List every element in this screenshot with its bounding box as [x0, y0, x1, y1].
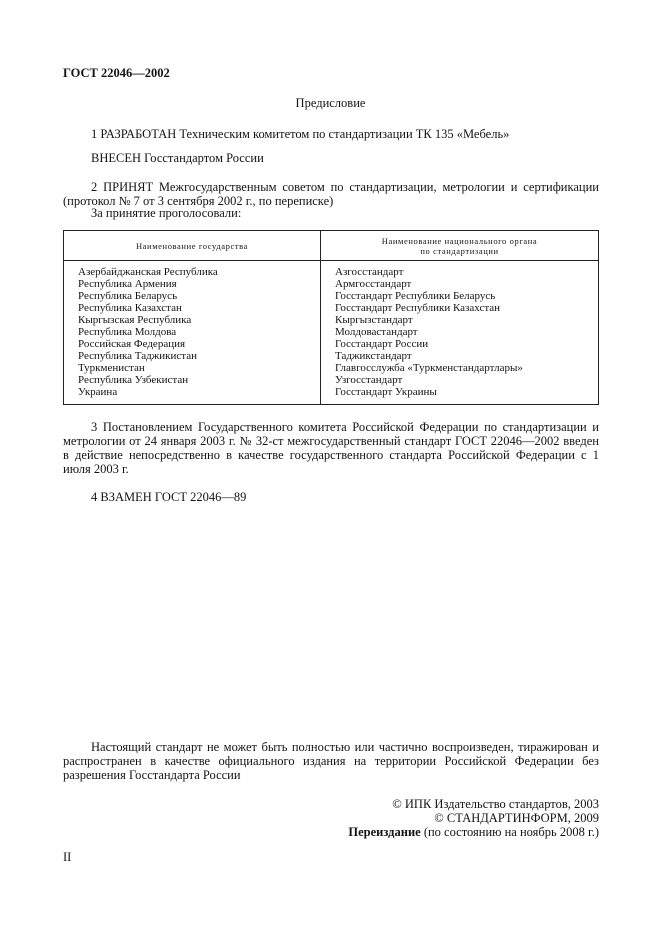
state-name: Кыргызская Республика	[78, 314, 192, 326]
national-body-name: Узгосстандарт	[335, 374, 403, 386]
national-body-name: Главгосслужба «Туркменстандартлары»	[335, 362, 523, 374]
state-name: Республика Казахстан	[78, 302, 182, 314]
state-name: Республика Армения	[78, 278, 177, 290]
state-name: Украина	[78, 386, 118, 398]
preface-title: Предисловие	[295, 96, 366, 110]
national-body-name: Госстандарт Украины	[335, 386, 437, 398]
state-name: Республика Беларусь	[78, 290, 178, 302]
page-number: II	[63, 850, 72, 864]
state-names-cell	[64, 261, 321, 405]
column-header-national-body	[321, 231, 599, 261]
state-name: Азербайджанская Республика	[78, 266, 218, 278]
national-body-name: Азгосстандарт	[335, 266, 404, 278]
column-header-state: Наименование государства	[64, 231, 321, 261]
state-name: Республика Таджикистан	[78, 350, 197, 362]
paragraph-adopted: 2 ПРИНЯТ Межгосударственным советом по стандартизации, метрологии и сертификации (протокол № 7 от 3 сентября 2002 г., по переписке)	[63, 180, 599, 208]
voting-states-table	[63, 230, 599, 405]
paragraph-introduced: ВНЕСЕН Госстандартом России	[91, 151, 264, 165]
state-name: Республика Молдова	[78, 326, 177, 338]
national-body-name: Госстандарт Республики Казахстан	[335, 302, 501, 314]
state-name: Туркменистан	[78, 362, 145, 374]
reissue-line	[348, 825, 599, 839]
copyright-line-1: © ИПК Издательство стандартов, 2003	[392, 797, 599, 811]
paragraph-replaces: 4 ВЗАМЕН ГОСТ 22046—89	[91, 490, 247, 504]
national-body-name: Госстандарт России	[335, 338, 429, 350]
paragraph-developed: 1 РАЗРАБОТАН Техническим комитетом по стандартизации ТК 135 «Мебель»	[91, 127, 510, 141]
state-name: Республика Узбекистан	[78, 374, 189, 386]
copyright-block	[348, 797, 599, 839]
national-bodies-cell	[321, 261, 599, 405]
reissue-label: Переиздание	[348, 825, 421, 839]
column-header-national-body-line2: по стандартизации	[420, 245, 499, 256]
document-code-header: ГОСТ 22046—2002	[63, 66, 170, 80]
national-body-name: Таджикстандарт	[335, 350, 412, 362]
national-body-name: Госстандарт Республики Беларусь	[335, 290, 496, 302]
paragraph-voted: За принятие проголосовали:	[91, 206, 242, 220]
national-body-name: Молдовастандарт	[335, 326, 418, 338]
column-header-national-body-line1: Наименование национального органа	[381, 235, 538, 246]
paragraph-resolution: 3 Постановлением Государственного комитета Российской Федерации по стандартизации и метрологии от 24 января 2003 г. № 32-ст межгосударственный стандарт ГОСТ 22046—2002 введен в действие непосредственно в качестве государственного стандарта Российской Федерации с 1 июля 2003 г.	[63, 420, 599, 476]
copyright-line-2: © СТАНДАРТИНФОРМ, 2009	[434, 811, 599, 825]
national-body-name: Кыргызстандарт	[335, 314, 413, 326]
reissue-date: (по состоянию на ноябрь 2008 г.)	[420, 825, 599, 839]
national-body-name: Армгосстандарт	[335, 278, 412, 290]
state-name: Российская Федерация	[78, 338, 186, 350]
reproduction-notice: Настоящий стандарт не может быть полностью или частично воспроизведен, тиражирован и распространен в качестве официального издания на территории Российской Федерации без разрешения Госстандарта России	[63, 740, 599, 782]
